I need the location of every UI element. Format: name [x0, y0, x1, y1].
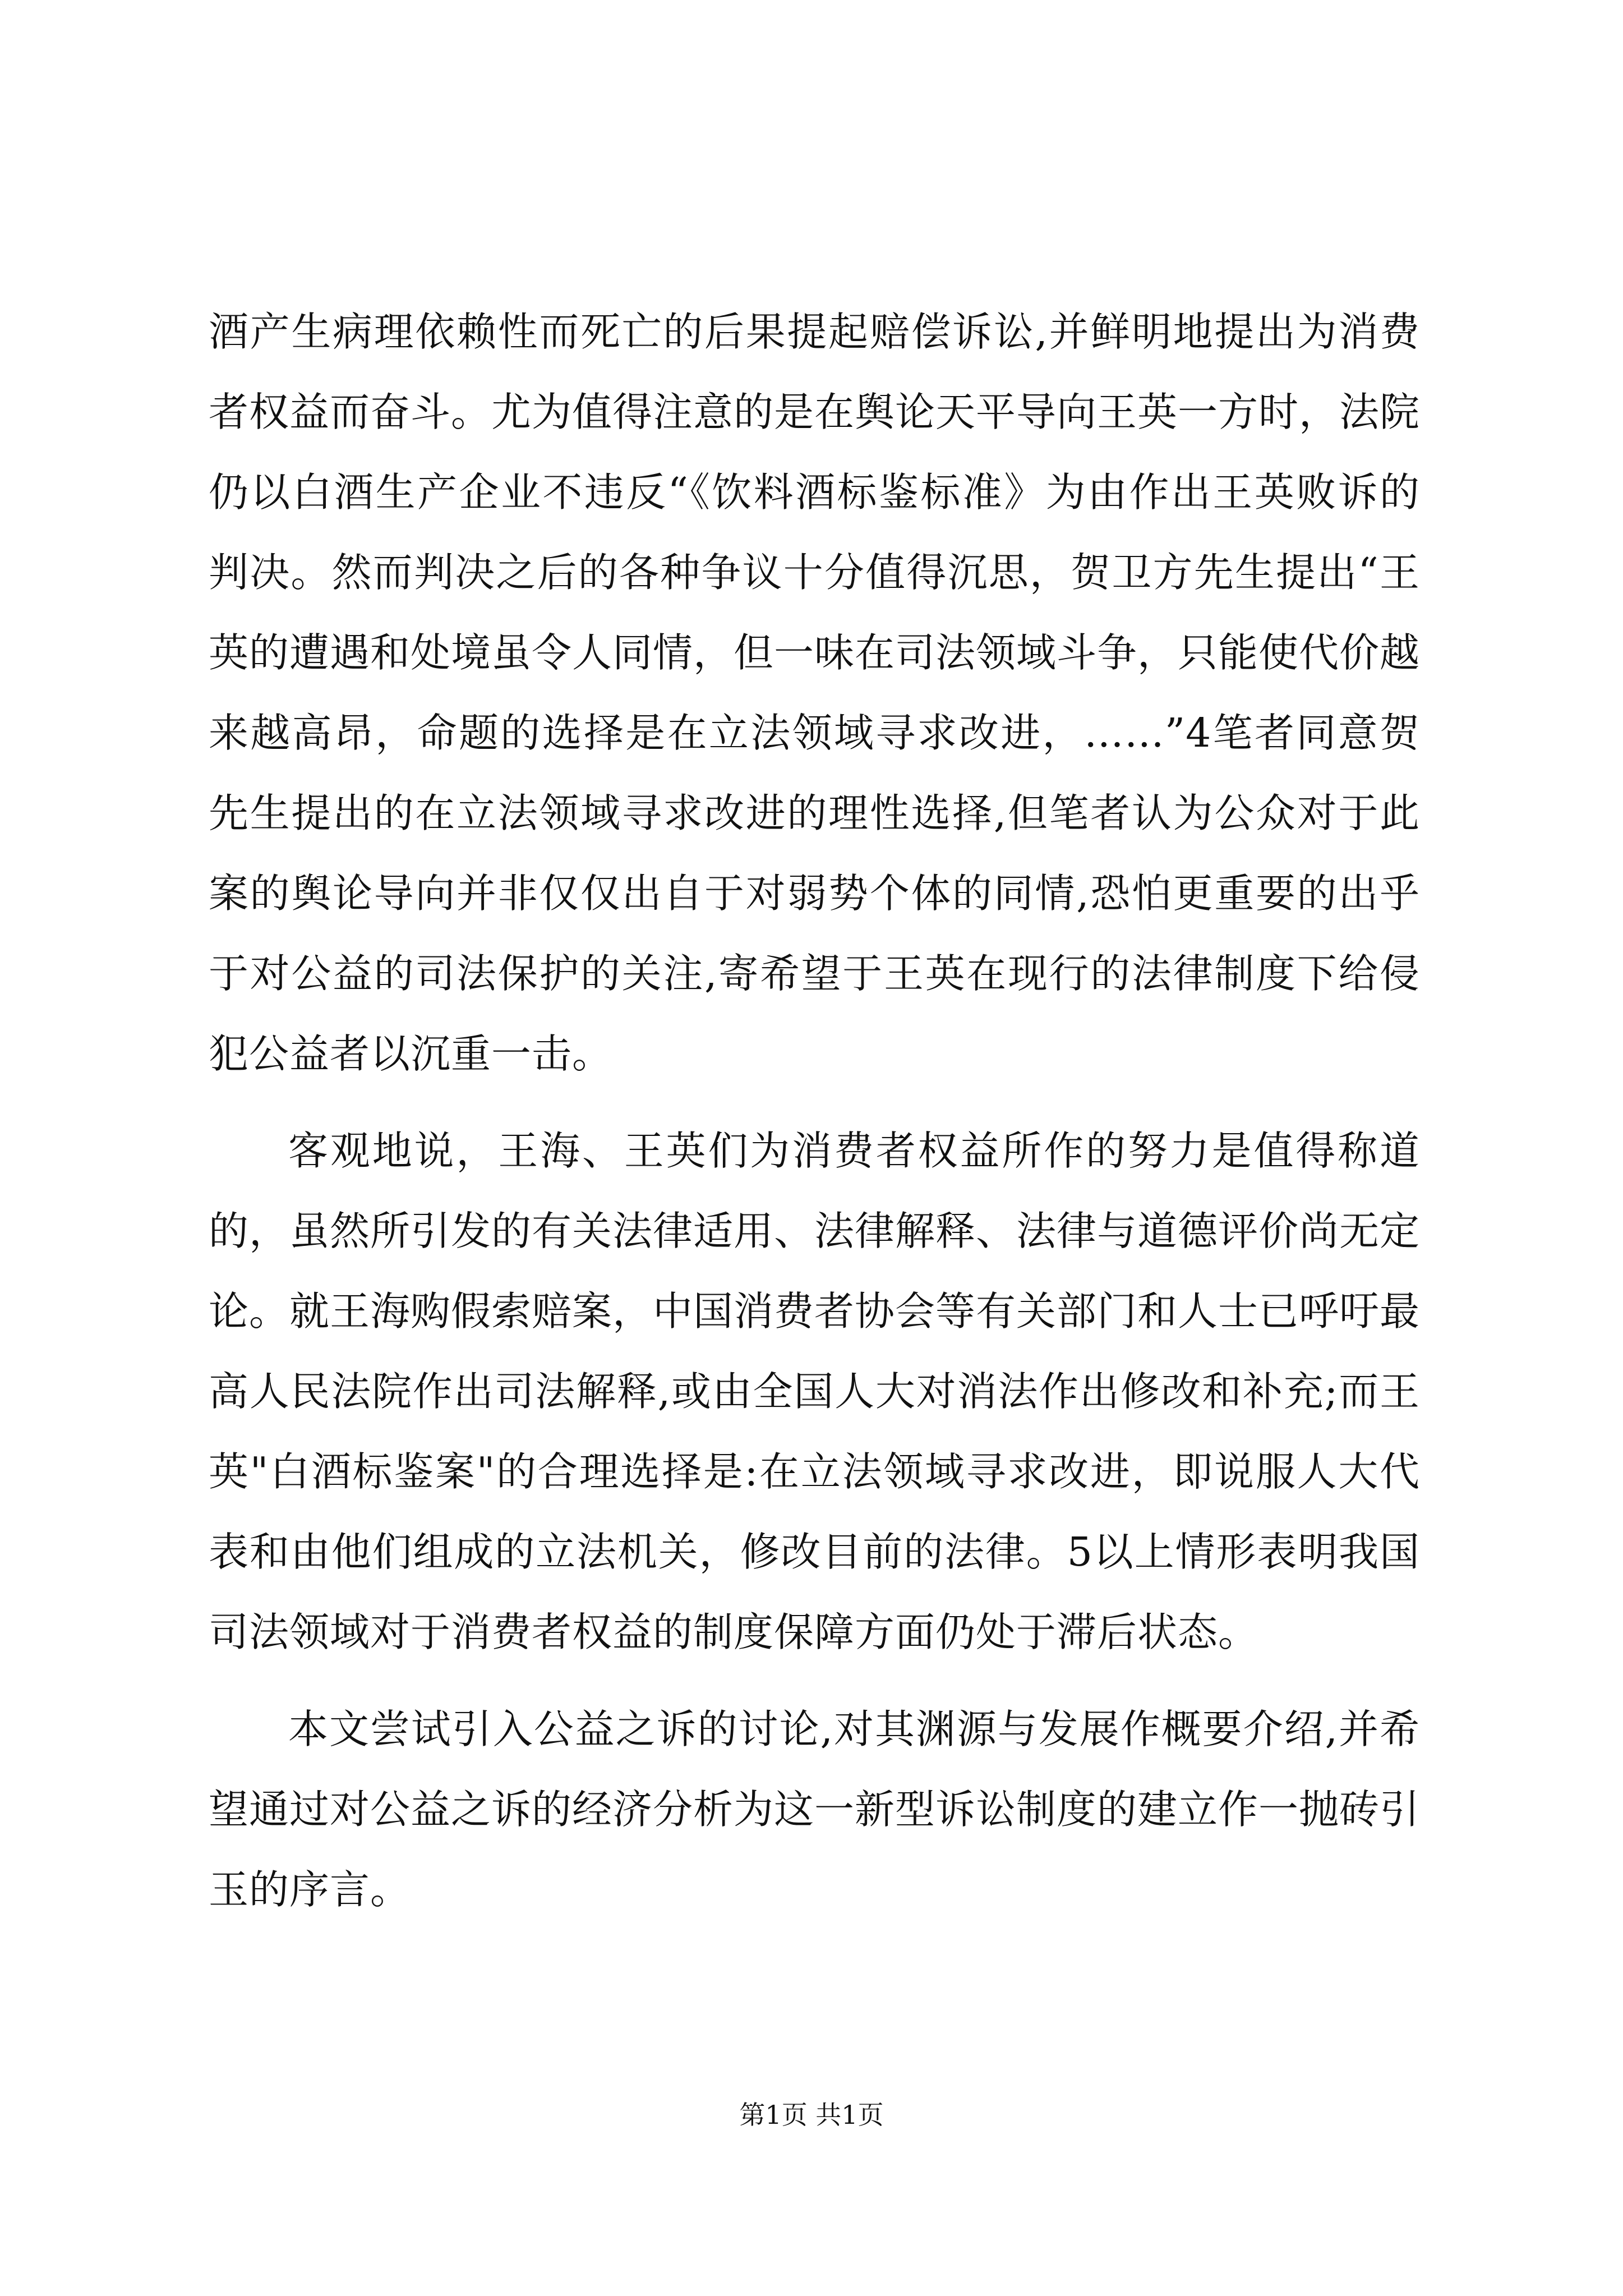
- paragraph-1: 酒产生病理依赖性而死亡的后果提起赔偿诉讼,并鲜明地提出为消费者权益而奋斗。尤为值得注意的是在舆论天平导向王英一方时，法院仍以白酒生产企业不违反“《饮料酒标鉴标准》为由作出王英败诉的判决。然而判决之后的各种争议十分值得沉思，贺卫方先生提出“王英的遭遇和处境虽令人同情，但一味在司法领域斗争，只能使代价越来越高昂，命题的选择是在立法领域寻求改进，……”4笔者同意贺先生提出的在立法领域寻求改进的理性选择,但笔者认为公众对于此案的舆论导向并非仅仅出自于对弱势个体的同情,恐怕更重要的出乎于对公益的司法保护的关注,寄希望于王英在现行的法律制度下给侵犯公益者以沉重一击。: [209, 309, 1421, 1077]
- document-body: [209, 292, 1420, 1930]
- page-footer: 第1页 共1页: [739, 2100, 884, 2130]
- paragraph-2: 客观地说，王海、王英们为消费者权益所作的努力是值得称道的，虽然所引发的有关法律适用、法律解释、法律与道德评价尚无定论。就王海购假索赔案，中国消费者协会等有关部门和人士已呼吁最高人民法院作出司法解释,或由全国人大对消法作出修改和补充;而王英"白酒标鉴案"的合理选择是:在立法领域寻求改进，即说服人大代表和由他们组成的立法机关，修改目前的法律。5以上情形表明我国司法领域对于消费者权益的制度保障方面仍处于滞后状态。: [209, 1128, 1421, 1655]
- paragraph-3: 本文尝试引入公益之诉的讨论,对其渊源与发展作概要介绍,并希望通过对公益之诉的经济分析为这一新型诉讼制度的建立作一抛砖引玉的序言。: [209, 1706, 1421, 1913]
